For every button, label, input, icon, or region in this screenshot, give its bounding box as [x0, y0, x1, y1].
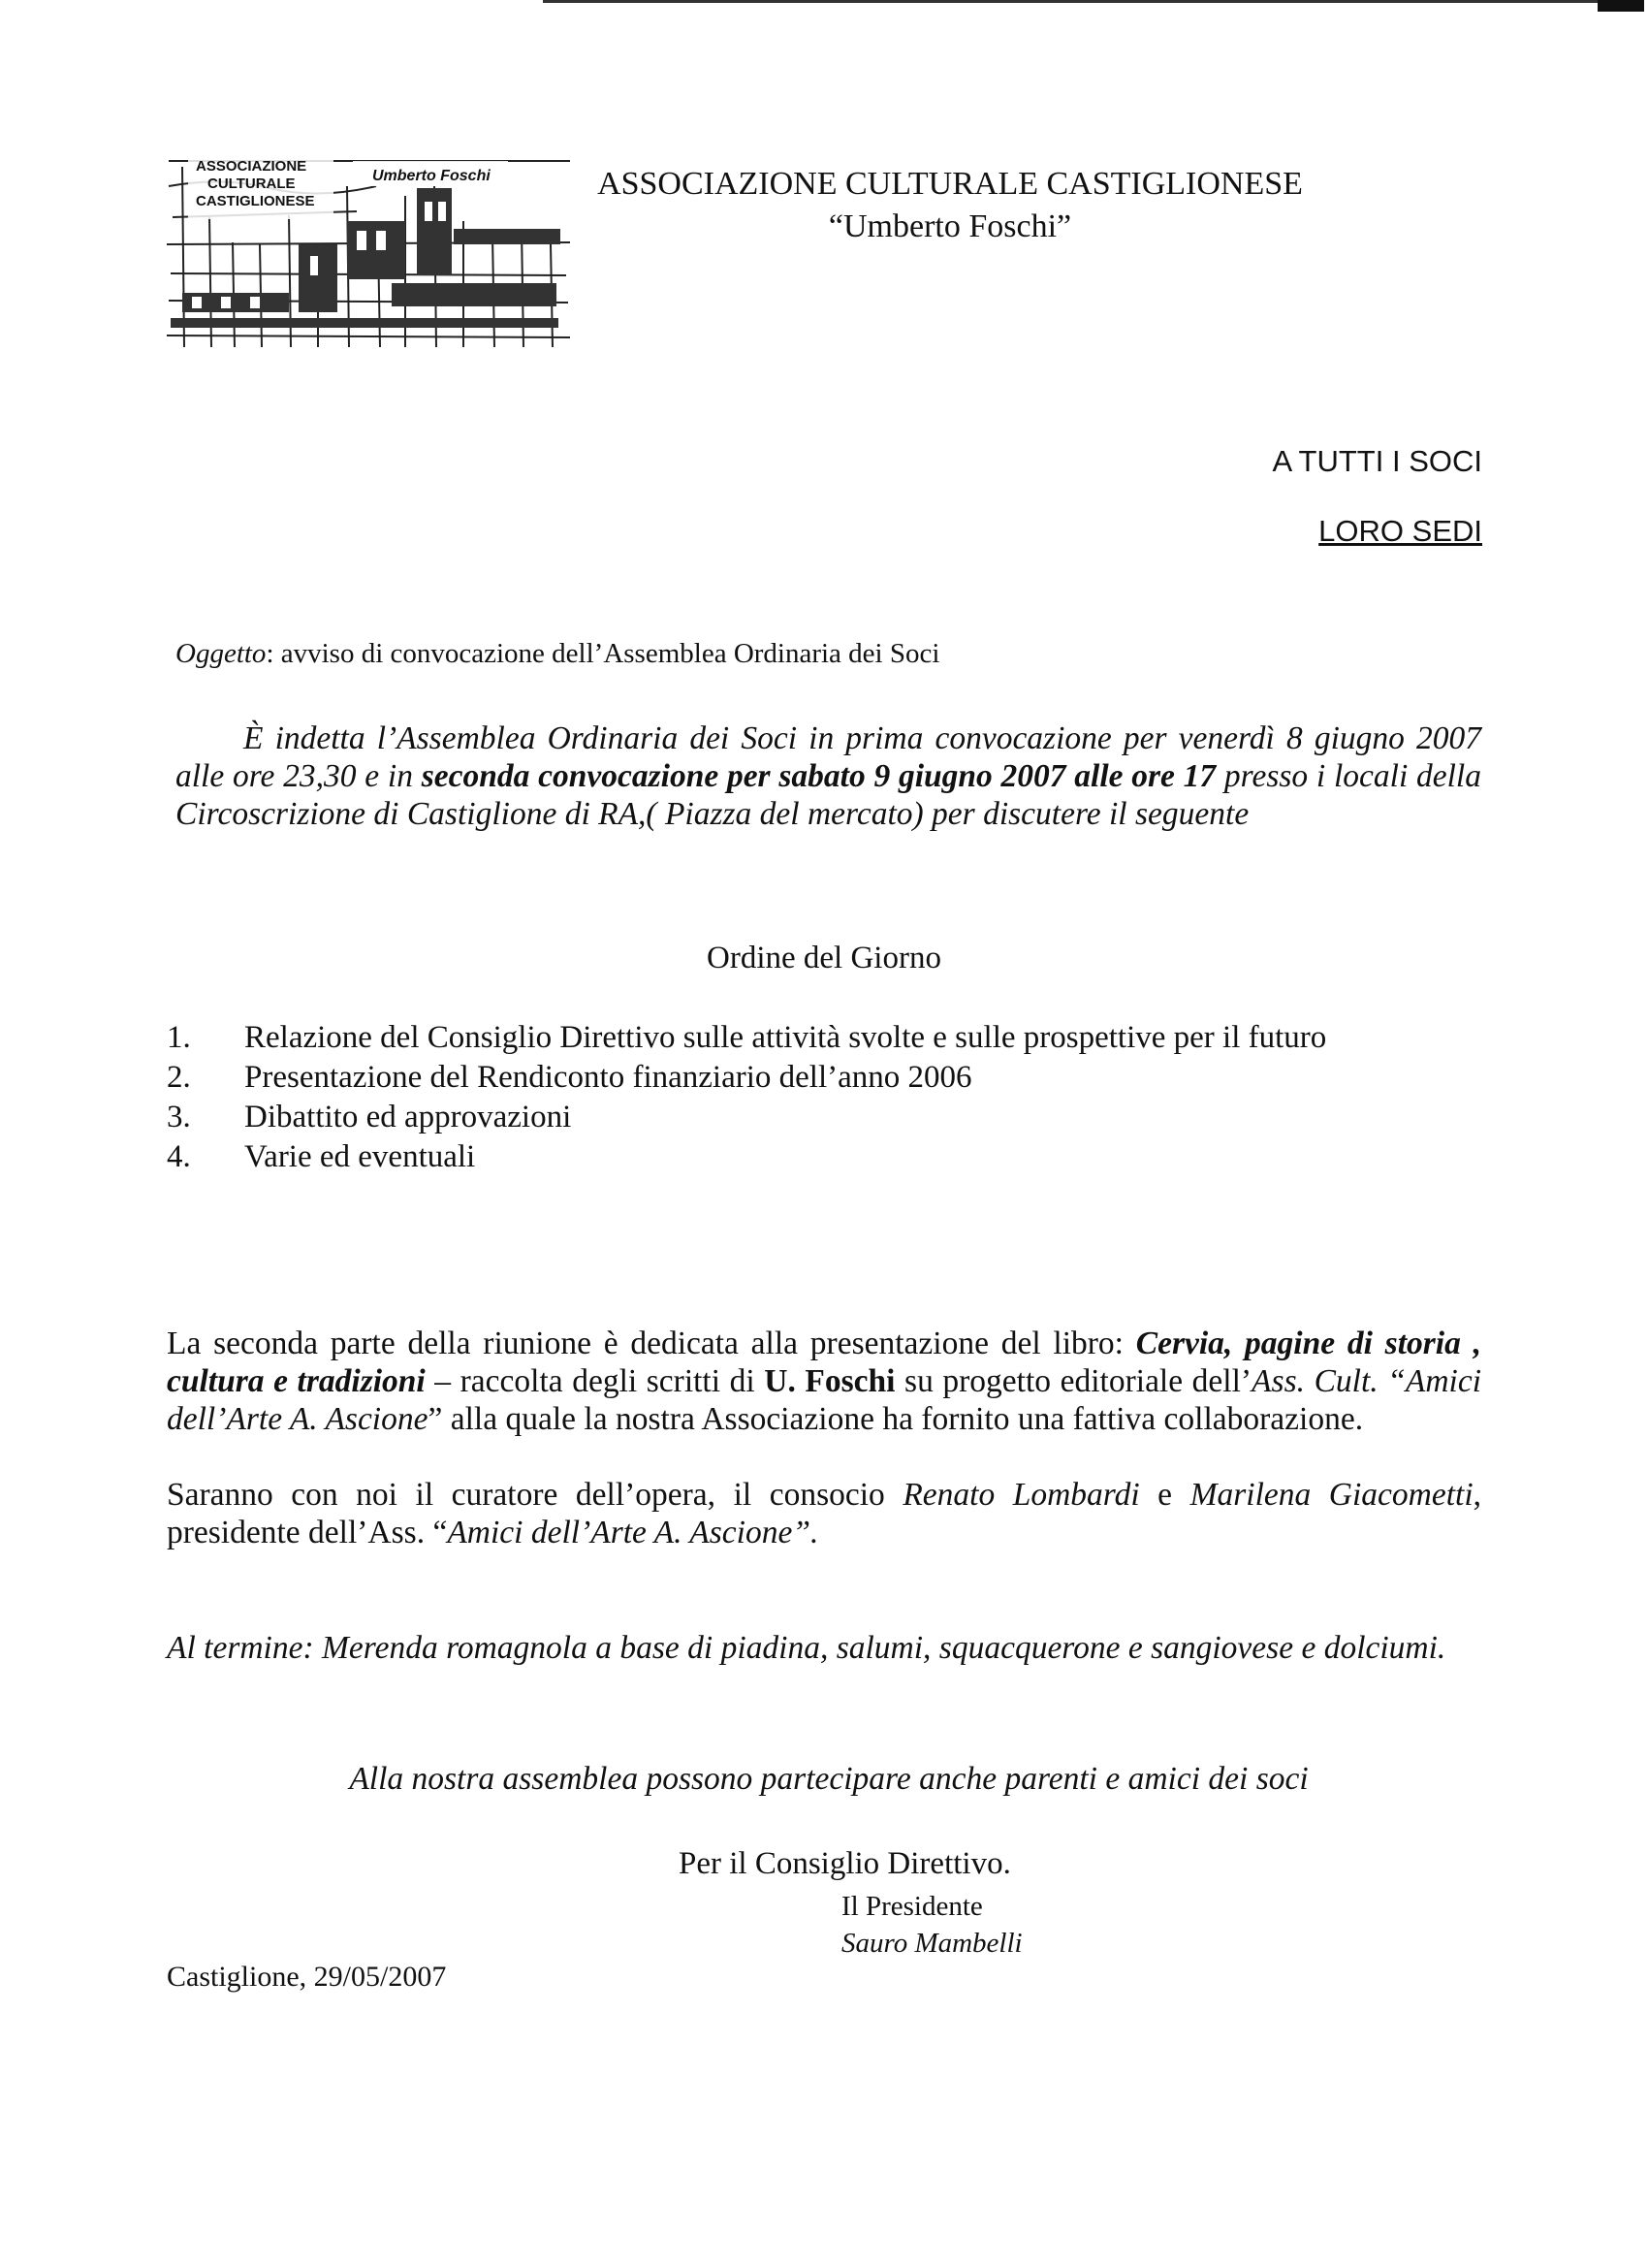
invitation-note: Alla nostra assemblea possono partecipare anche parenti e amici dei soci	[349, 1761, 1309, 1797]
recipient-line: A TUTTI I SOCI	[1272, 444, 1482, 478]
subject-label: Oggetto	[175, 638, 267, 669]
recipient-address: LORO SEDI	[1318, 514, 1482, 548]
agenda-item	[167, 1018, 1481, 1058]
agenda-item-number: 1.	[167, 1020, 191, 1055]
agenda-item-text: Varie ed eventuali	[244, 1139, 476, 1174]
scan-edge-line	[543, 0, 1638, 3]
intro-text: È indetta l’Assemblea Ordinaria dei Soci in prima convocazione per venerdì 8 giugno 2007 alle ore 23,30 e in	[175, 720, 1481, 794]
guest-name: Renato Lombardi	[903, 1477, 1140, 1513]
svg-text:CASTIGLIONESE: CASTIGLIONESE	[196, 193, 315, 209]
snack-paragraph: Al termine: Merenda romagnola a base di piadina, salumi, squacquerone e sangiovese e dolciumi.	[167, 1630, 1446, 1666]
convocation-paragraph	[175, 719, 1481, 833]
svg-text:CULTURALE: CULTURALE	[207, 176, 296, 192]
signature-board: Per il Consiglio Direttivo.	[679, 1846, 1011, 1881]
agenda-item	[167, 1058, 1481, 1098]
book-author: U. Foschi	[764, 1363, 896, 1399]
intro-second-call: seconda convocazione per sabato 9 giugno 2007 alle ore 17	[421, 758, 1217, 794]
agenda-item-text: Presentazione del Rendiconto finanziario dell’anno 2006	[244, 1060, 972, 1095]
agenda-item	[167, 1098, 1481, 1137]
organization-subtitle: “Umberto Foschi”	[828, 208, 1072, 244]
association-logo	[163, 128, 574, 353]
svg-text:Umberto Foschi: Umberto Foschi	[372, 168, 491, 184]
organization-heading	[582, 163, 1318, 248]
agenda-item-text: Dibattito ed approvazioni	[244, 1100, 572, 1134]
signature-role: Il Presidente	[841, 1891, 983, 1922]
svg-text:ASSOCIAZIONE: ASSOCIAZIONE	[196, 158, 307, 175]
scan-edge-mark	[1598, 0, 1644, 12]
signature-name: Sauro Mambelli	[841, 1928, 1023, 1959]
book-presentation-paragraph: La seconda parte della riunione è dedicata alla presentazione del libro: Cervia, pagine di storia , cultura e tradizioni – raccolta degli scritti di U. Foschi su progetto editoriale dell’Ass. Cult. “Amici dell’Arte A. Ascione” alla quale la nostra Associazione ha fornito una fattiva collaborazione.	[167, 1326, 1482, 1437]
place-date: Castiglione, 29/05/2007	[167, 1961, 447, 1993]
intro-text-end: presso i locali della Circoscrizione di Castiglione di RA,( Piazza del mercato) per discutere il seguente	[175, 758, 1481, 832]
guests-paragraph: Saranno con noi il curatore dell’opera, il consocio Renato Lombardi e Marilena Giacometti, presidente dell’Ass. “Amici dell’Arte A. Ascione”.	[167, 1477, 1482, 1550]
agenda-item-number: 3.	[167, 1100, 191, 1134]
agenda-list	[167, 1018, 1481, 1177]
subject-text: : avviso di convocazione dell’Assemblea Ordinaria dei Soci	[266, 638, 940, 669]
guest-name: Marilena Giacometti	[1189, 1477, 1474, 1513]
subject-line	[175, 638, 939, 670]
agenda-item-number: 4.	[167, 1139, 191, 1174]
agenda-item-text: Relazione del Consiglio Direttivo sulle attività svolte e sulle prospettive per il futuro	[244, 1020, 1327, 1055]
agenda-title: Ordine del Giorno	[707, 941, 941, 975]
agenda-item	[167, 1137, 1481, 1177]
organization-name: ASSOCIAZIONE CULTURALE CASTIGLIONESE	[597, 166, 1303, 202]
agenda-item-number: 2.	[167, 1060, 191, 1095]
book-title: Cervia, pagine di storia , cultura e tradizioni	[167, 1326, 1481, 1399]
